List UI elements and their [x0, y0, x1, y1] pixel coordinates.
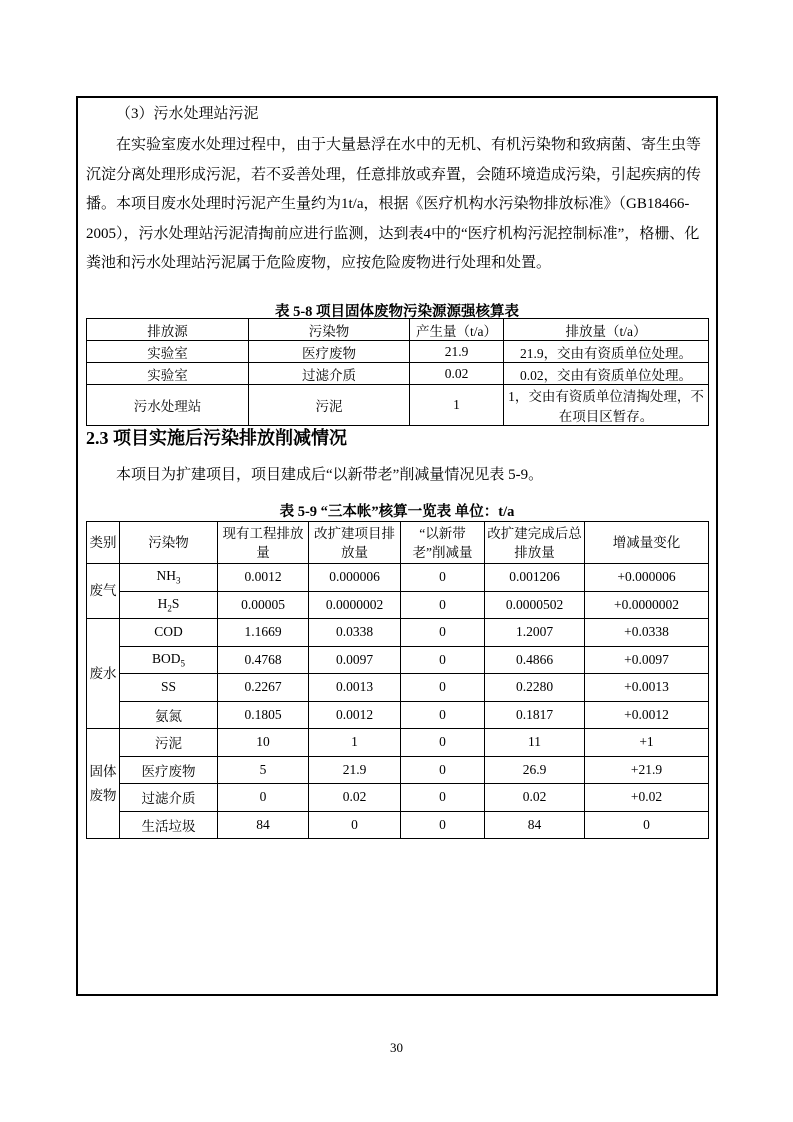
header-source: 排放源 [87, 319, 249, 341]
table-cell: 污泥 [249, 385, 410, 426]
change-cell: +21.9 [585, 756, 709, 784]
table-cell: 0.02，交由有资质单位处理。 [504, 363, 709, 385]
pollutant-name: NH [156, 568, 176, 584]
reduction-cell: 0 [401, 784, 485, 812]
pollutant-subscript: 3 [176, 576, 181, 587]
pollutant-cell [120, 701, 218, 729]
pollutant-name: 医疗废物 [141, 763, 196, 779]
pollutant-cell [120, 756, 218, 784]
table-row [87, 729, 709, 757]
expansion-cell: 0 [309, 811, 401, 839]
table-cell: 1 [410, 385, 504, 426]
expansion-cell: 21.9 [309, 756, 401, 784]
reduction-cell: 0 [401, 646, 485, 674]
header-expansion: 改扩建项目排放量 [309, 522, 401, 564]
paragraph-sludge: 在实验室废水处理过程中，由于大量悬浮在水中的无机、有机污染物和致病菌、寄生虫等沉淀分离处理形成污泥，若不妥善处理，任意排放或弃置，会随环境造成污染，引起疾病的传播。本项目废水处理时污泥产生量约为1t/a，根据《医疗机构水污染物排放标准》（GB18466-2005），污水处理站污泥清掏前应进行监测，达到表4中的“医疗机构污泥控制标准”，格栅、化粪池和污水处理站污泥属于危险废物，应按危险废物进行处理和处置。 [86, 137, 702, 271]
reduction-cell: 0 [401, 619, 485, 647]
table-row [87, 756, 709, 784]
pollutant-cell [120, 619, 218, 647]
existing-cell: 0.1805 [218, 701, 309, 729]
table-row [87, 784, 709, 812]
category-cell: 固体废物 [87, 729, 120, 839]
category-cell: 废水 [87, 619, 120, 729]
subsection-title: （3）污水处理站污泥 [116, 106, 259, 122]
header-emission: 排放量（t/a） [504, 319, 709, 341]
change-cell: +0.02 [585, 784, 709, 812]
table-row [87, 674, 709, 702]
table-row [87, 646, 709, 674]
header-reduction: “以新带老”削减量 [401, 522, 485, 564]
expansion-cell: 0.0097 [309, 646, 401, 674]
total-cell: 0.4866 [485, 646, 585, 674]
pollutant-cell [120, 564, 218, 592]
table-cell: 21.9，交由有资质单位处理。 [504, 341, 709, 363]
paragraph-intro: 本项目为扩建项目，项目建成后“以新带老”削减量情况见表 5-9。 [116, 467, 544, 483]
reduction-cell: 0 [401, 674, 485, 702]
total-cell: 26.9 [485, 756, 585, 784]
table-row [87, 341, 709, 363]
existing-cell: 5 [218, 756, 309, 784]
change-cell: +0.0338 [585, 619, 709, 647]
table-row [87, 811, 709, 839]
table-row [87, 363, 709, 385]
table-row [87, 701, 709, 729]
existing-cell: 0.0012 [218, 564, 309, 592]
change-cell: +0.0097 [585, 646, 709, 674]
table-row [87, 591, 709, 619]
pollutant-cell [120, 591, 218, 619]
existing-cell: 0.4768 [218, 646, 309, 674]
pollutant-name: SS [160, 679, 177, 695]
total-cell: 0.2280 [485, 674, 585, 702]
pollutant-cell [120, 674, 218, 702]
table-cell: 过滤介质 [249, 363, 410, 385]
existing-cell: 10 [218, 729, 309, 757]
table-5-8-caption: 表 5-8 项目固体废物污染源源强核算表 [274, 304, 520, 320]
table-row [87, 619, 709, 647]
table-header-row [87, 319, 709, 341]
table-5-9 [86, 521, 709, 839]
header-existing: 现有工程排放量 [218, 522, 309, 564]
header-pollutant: 污染物 [120, 522, 218, 564]
table-cell: 1，交由有资质单位清掏处理，不在项目区暂存。 [504, 385, 709, 426]
change-cell: +0.0013 [585, 674, 709, 702]
header-total: 改扩建完成后总排放量 [485, 522, 585, 564]
table-row [87, 385, 709, 426]
pollutant-cell [120, 646, 218, 674]
section-heading: 2.3 项目实施后污染排放削减情况 [86, 428, 347, 448]
pollutant-name: 生活垃圾 [141, 818, 196, 834]
table-5-8 [86, 318, 709, 426]
total-cell: 1.2007 [485, 619, 585, 647]
total-cell: 0.001206 [485, 564, 585, 592]
reduction-cell: 0 [401, 701, 485, 729]
existing-cell: 84 [218, 811, 309, 839]
page-number: 30 [390, 1040, 403, 1055]
pollutant-name: BOD [151, 650, 181, 666]
pollutant-name: 氨氮 [155, 708, 182, 724]
change-cell: +0.0012 [585, 701, 709, 729]
existing-cell: 0.00005 [218, 591, 309, 619]
table-cell: 实验室 [87, 363, 249, 385]
pollutant-name: 污泥 [155, 736, 182, 752]
table-cell: 21.9 [410, 341, 504, 363]
header-pollutant: 污染物 [249, 319, 410, 341]
expansion-cell: 0.0013 [309, 674, 401, 702]
table-row [87, 564, 709, 592]
table-cell: 污水处理站 [87, 385, 249, 426]
expansion-cell: 1 [309, 729, 401, 757]
expansion-cell: 0.02 [309, 784, 401, 812]
change-cell: 0 [585, 811, 709, 839]
pollutant-suffix: S [171, 595, 180, 611]
category-cell: 废气 [87, 564, 120, 619]
total-cell: 0.1817 [485, 701, 585, 729]
table-cell: 实验室 [87, 341, 249, 363]
table-cell: 医疗废物 [249, 341, 410, 363]
pollutant-name: 过滤介质 [141, 791, 196, 807]
expansion-cell: 0.0338 [309, 619, 401, 647]
header-generation: 产生量（t/a） [410, 319, 504, 341]
change-cell: +1 [585, 729, 709, 757]
pollutant-subscript: 2 [167, 603, 172, 614]
expansion-cell: 0.0000002 [309, 591, 401, 619]
change-cell: +0.0000002 [585, 591, 709, 619]
table-cell: 0.02 [410, 363, 504, 385]
reduction-cell: 0 [401, 756, 485, 784]
table-5-9-caption: 表 5-9 “三本帐”核算一览表 单位：t/a [279, 504, 515, 520]
header-category: 类别 [87, 522, 120, 564]
existing-cell: 0.2267 [218, 674, 309, 702]
pollutant-subscript: 5 [180, 658, 185, 669]
change-cell: +0.000006 [585, 564, 709, 592]
expansion-cell: 0.0012 [309, 701, 401, 729]
expansion-cell: 0.000006 [309, 564, 401, 592]
table-header-row [87, 522, 709, 564]
pollutant-cell [120, 784, 218, 812]
total-cell: 0.02 [485, 784, 585, 812]
total-cell: 11 [485, 729, 585, 757]
pollutant-name: COD [154, 624, 183, 640]
existing-cell: 1.1669 [218, 619, 309, 647]
pollutant-name: H [157, 595, 168, 611]
reduction-cell: 0 [401, 591, 485, 619]
total-cell: 84 [485, 811, 585, 839]
pollutant-cell [120, 811, 218, 839]
pollutant-cell [120, 729, 218, 757]
reduction-cell: 0 [401, 564, 485, 592]
existing-cell: 0 [218, 784, 309, 812]
header-change: 增减量变化 [585, 522, 709, 564]
reduction-cell: 0 [401, 729, 485, 757]
reduction-cell: 0 [401, 811, 485, 839]
total-cell: 0.0000502 [485, 591, 585, 619]
